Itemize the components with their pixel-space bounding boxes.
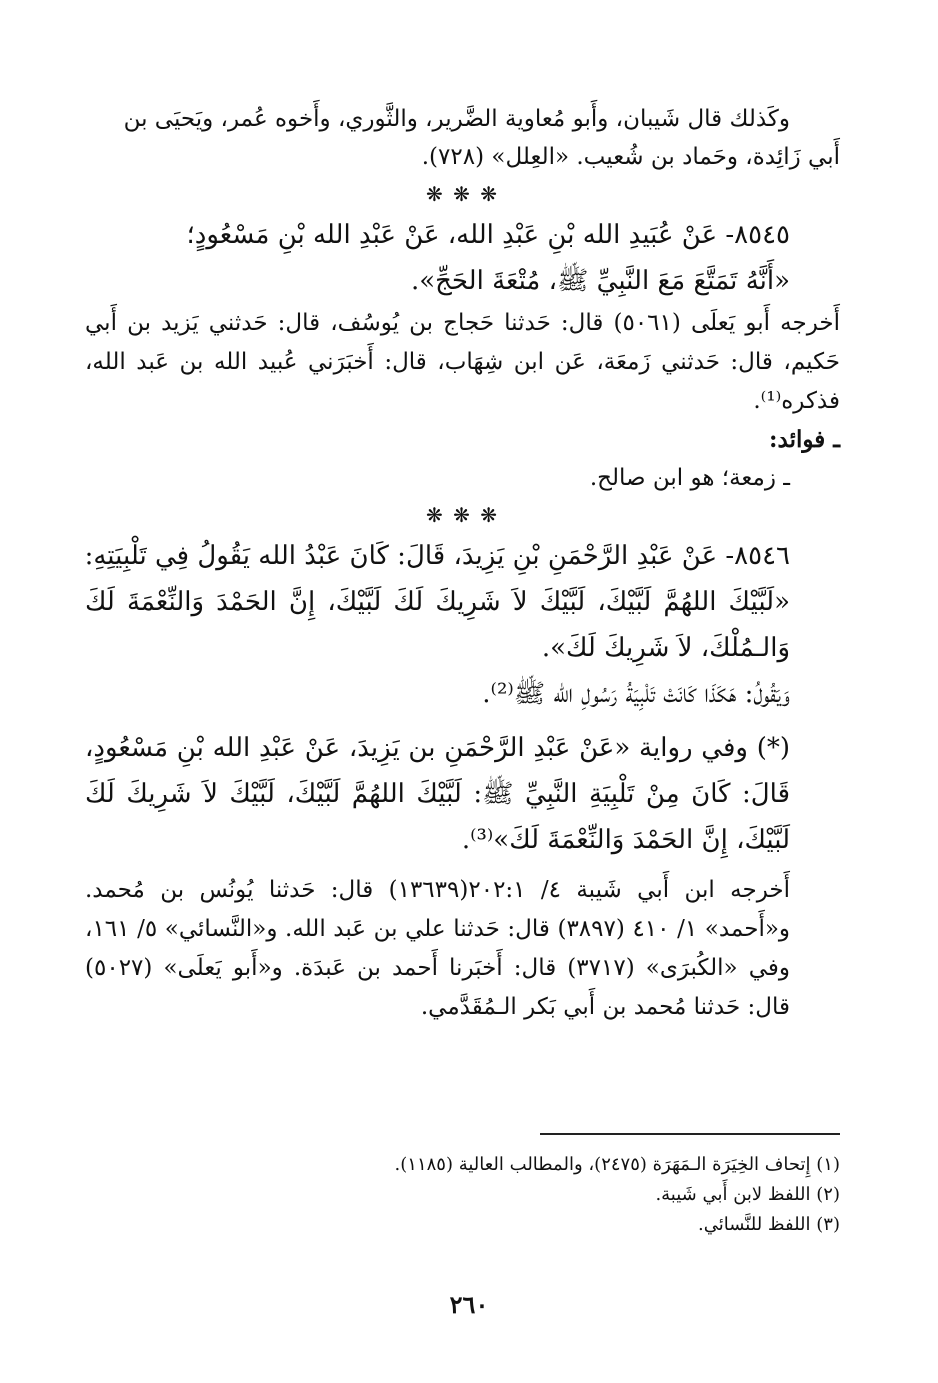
page-number: ٢٦٠ [449,1290,489,1319]
footnotes [85,1150,840,1240]
hadith-saying: وَيَقُولُ: هَكَذَا كَانَتْ تَلْبِيَةُ رَسُولِ الله ﷺ⁽²⁾. [482,679,790,709]
takhrij-paragraph: أَخرجه ابن أَبي شَيبة ٤/ ٢٠٢:١(١٣٦٣٩) قال: حَدثنا يُونُس بن مُحمد. و«أَحمد» ١/ ٤١٠ (٣٨٩٧) قال: حَدثنا علي بن عَبد الله. و«النَّسائي» ٥/ ١٦١، وفي «الكُبرَى» (٣٧١٧) قال: أَخبَرنا أَحمد بن عَبدَة. و«أَبو يَعلَى» (٥٠٢٧) قال: حَدثنا مُحمد بن أَبي بَكر الـمُقَدَّمي. [85,877,791,1020]
text-line: أَبي زَائِدة، وحَماد بن شُعيب. «العِلل» (٧٢٨). [421,144,840,170]
hadith-8546 [85,533,840,717]
footnote-1: (١) إِتحاف الخِيَرَة الـمَهَرَة (٢٤٧٥)، والمطالب العالية (١١٨٥). [394,1154,840,1175]
section-separator: ❋ ❋ ❋ [426,503,499,527]
hadith-matn: «أَنَّهُ تَمَتَّعَ مَعَ النَّبِيِّ ﷺ، مُتْعَةَ الحَجِّ». [410,266,790,296]
hadith-8545 [85,212,840,304]
footnote-divider [540,1133,840,1135]
paragraph-1 [85,100,840,176]
takhrij-paragraph: أَخرجه أَبو يَعلَى (٥٠٦١) قال: حَدثنا حَجاج بن يُوسُف، قال: حَدثني يَزيد بن أَبي حَكيم، قال: حَدثني زَمعَة، عَن ابن شِهَاب، قال: أَخبَرَني عُبيد الله بن عَبد الله، فذكره⁽¹⁾. [85,310,840,414]
footnote-3: (٣) اللفظ للنَّسائي. [698,1214,840,1235]
hadith-heading: ٨٥٤٥- عَنْ عُبَيدِ الله بْنِ عَبْدِ الله، عَنْ عَبْدِ الله بْنِ مَسْعُودٍ؛ [186,220,790,250]
riwaya-paragraph: (*) وفي رواية «عَنْ عَبْدِ الرَّحْمَنِ بن يَزِيدَ، عَنْ عَبْدِ الله بْنِ مَسْعُودٍ، قَالَ: كَانَ مِنْ تَلْبِيَةِ النَّبِيِّ ﷺ: لَبَّيْكَ اللهُمَّ لَبَّيْكَ، لَبَّيْكَ لاَ شَرِيكَ لَكَ لَبَّيْكَ، إِنَّ الحَمْدَ وَالنِّعْمَةَ لَكَ»⁽³⁾. [85,733,790,855]
hadith-heading: ٨٥٤٦- عَنْ عَبْدِ الرَّحْمَنِ بْنِ يَزِيدَ، قَالَ: كَانَ عَبْدُ الله يَقُولُ فِي تَلْبِيَتِهِ: [84,541,790,571]
hadith-matn: «لَبَّيْكَ اللهُمَّ لَبَّيْكَ، لَبَّيْكَ لاَ شَرِيكَ لَكَ لَبَّيْكَ، إِنَّ الحَمْدَ وَالنِّعْمَةَ لَكَ وَالـمُلْكَ، لاَ شَرِيكَ لَكَ». [85,587,790,663]
benefits-heading: ـ فوائد: [769,426,840,453]
section-separator: ❋ ❋ ❋ [426,182,499,206]
text-line: وكَذلك قال شَيبان، وأَبو مُعاوية الضَّرير، والثَّوري، وأَخوه عُمر، ويَحيَى بن [123,106,790,132]
benefit-item: ـ زمعة؛ هو ابن صالح. [589,465,790,491]
footnote-2: (٢) اللفظ لابن أَبي شَيبة. [655,1184,840,1205]
page-body [85,100,840,1027]
